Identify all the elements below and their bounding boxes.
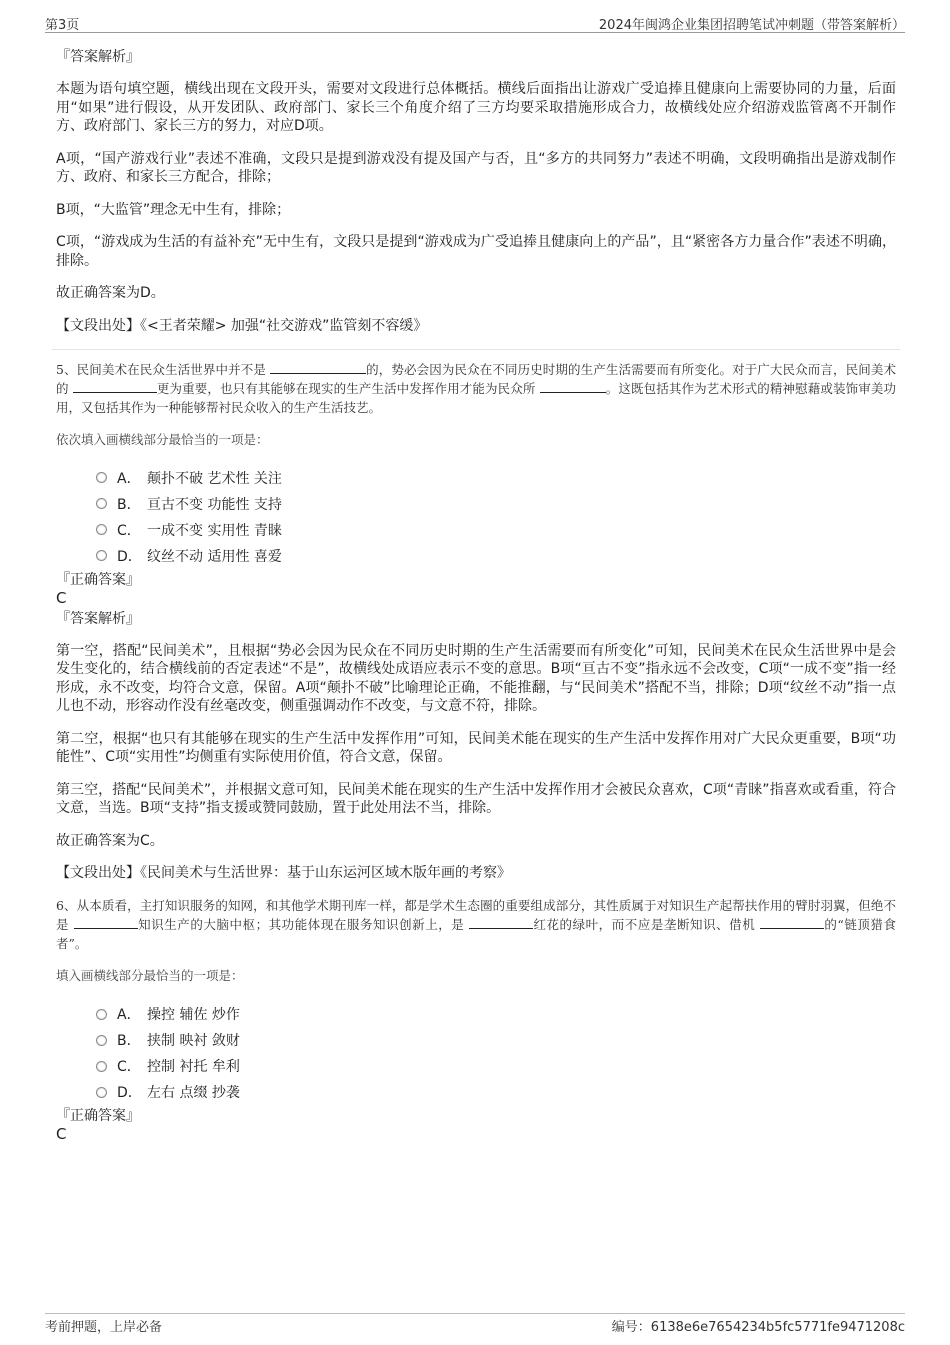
analysis-paragraph: A项，“国产游戏行业”表述不准确，文段只是提到游戏没有提及国产与否，且“多方的共同努力”表述不明确，文段明确指出是游戏制作方、政府、和家长三方配合，排除； xyxy=(56,150,896,185)
analysis-paragraph: 第一空，搭配“民间美术”，且根据“势必会因为民众在不同历史时期的生产生活需要而有所变化”可知，民间美术在民众生活世界中是会发生变化的，结合横线前的否定表述“不是”，故横线处成语应表示不变的意思。B项“亘古不变”指永远不会改变，C项“一成不变”指一经形成，永不改变，均符合文意，保留。A项“颠扑不破”比喻理论正确，不能推翻，与“民间美术”搭配不当，排除；D项“纹丝不动”指一点儿也不动，形容动作没有丝毫改变，侧重强调动作不改变，与文意不符，排除。 xyxy=(56,642,896,714)
question-text: 5、民间美术在民众生活世界中并不是 的，势必会因为民众在不同历史时期的生产生活需要而有所变化。对于广大民众而言，民间美术的 更为重要，也只有其能够在现实的生产生活中发挥作用才能为民众所 。这既包括其作为艺术形式的精神慰藉或装饰审美功用，又包括其作为一种能够帮衬民众收入的生产生活技艺。 xyxy=(56,361,896,415)
fill-blank xyxy=(270,360,366,374)
analysis-paragraph: 第三空，搭配“民间美术”，并根据文意可知，民间美术能在现实的生产生活中发挥作用才会被民众喜欢，C项“青睐”指喜欢或看重，符合文意，当选。B项“支持”指支援或赞同鼓励，置于此处用法不当，排除。 xyxy=(56,781,896,816)
radio-button[interactable] xyxy=(96,472,107,483)
option-c[interactable]: C． 一成不变 实用性 青睐 xyxy=(96,517,896,543)
analysis-paragraph: 第二空，根据“也只有其能够在现实的生产生活中发挥作用”可知，民间美术能在现实的生产生活中发挥作用对广大民众更重要，B项“功能性”、C项“实用性”均侧重有实际使用价值，符合文意，保留。 xyxy=(56,730,896,765)
radio-button[interactable] xyxy=(96,550,107,561)
radio-button[interactable] xyxy=(96,1035,107,1046)
fill-blank xyxy=(540,379,606,393)
document-serial: 编号：6138e6e7654234b5fc5771fe9471208c xyxy=(611,1320,905,1335)
source-citation: 【文段出处】《民间美术与生活世界：基于山东运河区域木版年画的考察》 xyxy=(56,865,511,881)
radio-button[interactable] xyxy=(96,1009,107,1020)
radio-button[interactable] xyxy=(96,498,107,509)
fill-blank xyxy=(73,379,157,393)
analysis-paragraph: 故正确答案为C。 xyxy=(56,832,164,849)
fill-blank xyxy=(74,915,138,929)
correct-answer: C xyxy=(56,588,67,607)
option-b[interactable]: B． 亘古不变 功能性 支持 xyxy=(96,491,896,517)
option-a[interactable]: A． 颠扑不破 艺术性 关注 xyxy=(96,465,896,491)
answer-options xyxy=(96,465,896,569)
footer-slogan: 考前押题，上岸必备 xyxy=(45,1320,163,1335)
analysis-paragraph: C项，“游戏成为生活的有益补充”无中生有，文段只是提到“游戏成为广受追捧且健康向上的产品”，且“紧密各方力量合作”表述不明确，排除。 xyxy=(56,234,896,269)
option-d[interactable]: D． 左右 点缀 抄袭 xyxy=(96,1079,896,1105)
radio-button[interactable] xyxy=(96,1061,107,1072)
answer-options xyxy=(96,1001,896,1105)
question-prompt: 填入画横线部分最恰当的一项是： xyxy=(56,968,244,983)
page-header xyxy=(45,14,905,33)
analysis-paragraph: 本题为语句填空题，横线出现在文段开头，需要对文段进行总体概括。横线后面指出让游戏广受追捧且健康向上需要协同的力量，后面用“如果”进行假设，从开发团队、政府部门、家长三个角度介绍了三方均要采取措施形成合力，故横线处应介绍游戏监管离不开制作方、政府部门、家长三方的努力，对应D项。 xyxy=(56,81,896,134)
correct-answer-label: 『正确答案』 xyxy=(56,1108,140,1124)
page-footer xyxy=(45,1313,905,1334)
correct-answer-label: 『正确答案』 xyxy=(56,571,140,588)
document-title: 2024年闽鸿企业集团招聘笔试冲刺题（带答案解析） xyxy=(598,18,905,33)
correct-answer: C xyxy=(56,1125,67,1143)
option-c[interactable]: C． 控制 衬托 牟利 xyxy=(96,1053,896,1079)
page-number: 第3页 xyxy=(45,18,80,33)
option-b[interactable]: B． 挟制 映衬 敛财 xyxy=(96,1027,896,1053)
option-d[interactable]: D． 纹丝不动 适用性 喜爱 xyxy=(96,543,896,569)
analysis-label: 『答案解析』 xyxy=(56,610,140,627)
fill-blank xyxy=(760,915,824,929)
radio-button[interactable] xyxy=(96,1087,107,1098)
analysis-paragraph: 故正确答案为D。 xyxy=(56,285,165,301)
question-text: 6、从本质看，主打知识服务的知网，和其他学术期刊库一样，都是学术生态圈的重要组成部分，其性质属于对知识生产起帮扶作用的臂肘羽翼，但绝不是 知识生产的大脑中枢；其功能体现在服务知识创新上，是 红花的绿叶，而不应是垄断知识、借机 的“链顶猎食者”。 xyxy=(56,898,896,951)
source-citation: 【文段出处】《<王者荣耀> 加强“社交游戏”监管刻不容缓》 xyxy=(56,317,428,334)
analysis-label: 『答案解析』 xyxy=(56,49,140,65)
question-prompt: 依次填入画横线部分最恰当的一项是： xyxy=(56,431,269,447)
analysis-paragraph: B项，“大监管”理念无中生有，排除； xyxy=(56,201,291,218)
option-a[interactable]: A． 操控 辅佐 炒作 xyxy=(96,1001,896,1027)
main-content xyxy=(56,48,896,1144)
radio-button[interactable] xyxy=(96,524,107,535)
fill-blank xyxy=(469,915,533,929)
section-divider xyxy=(52,349,900,350)
